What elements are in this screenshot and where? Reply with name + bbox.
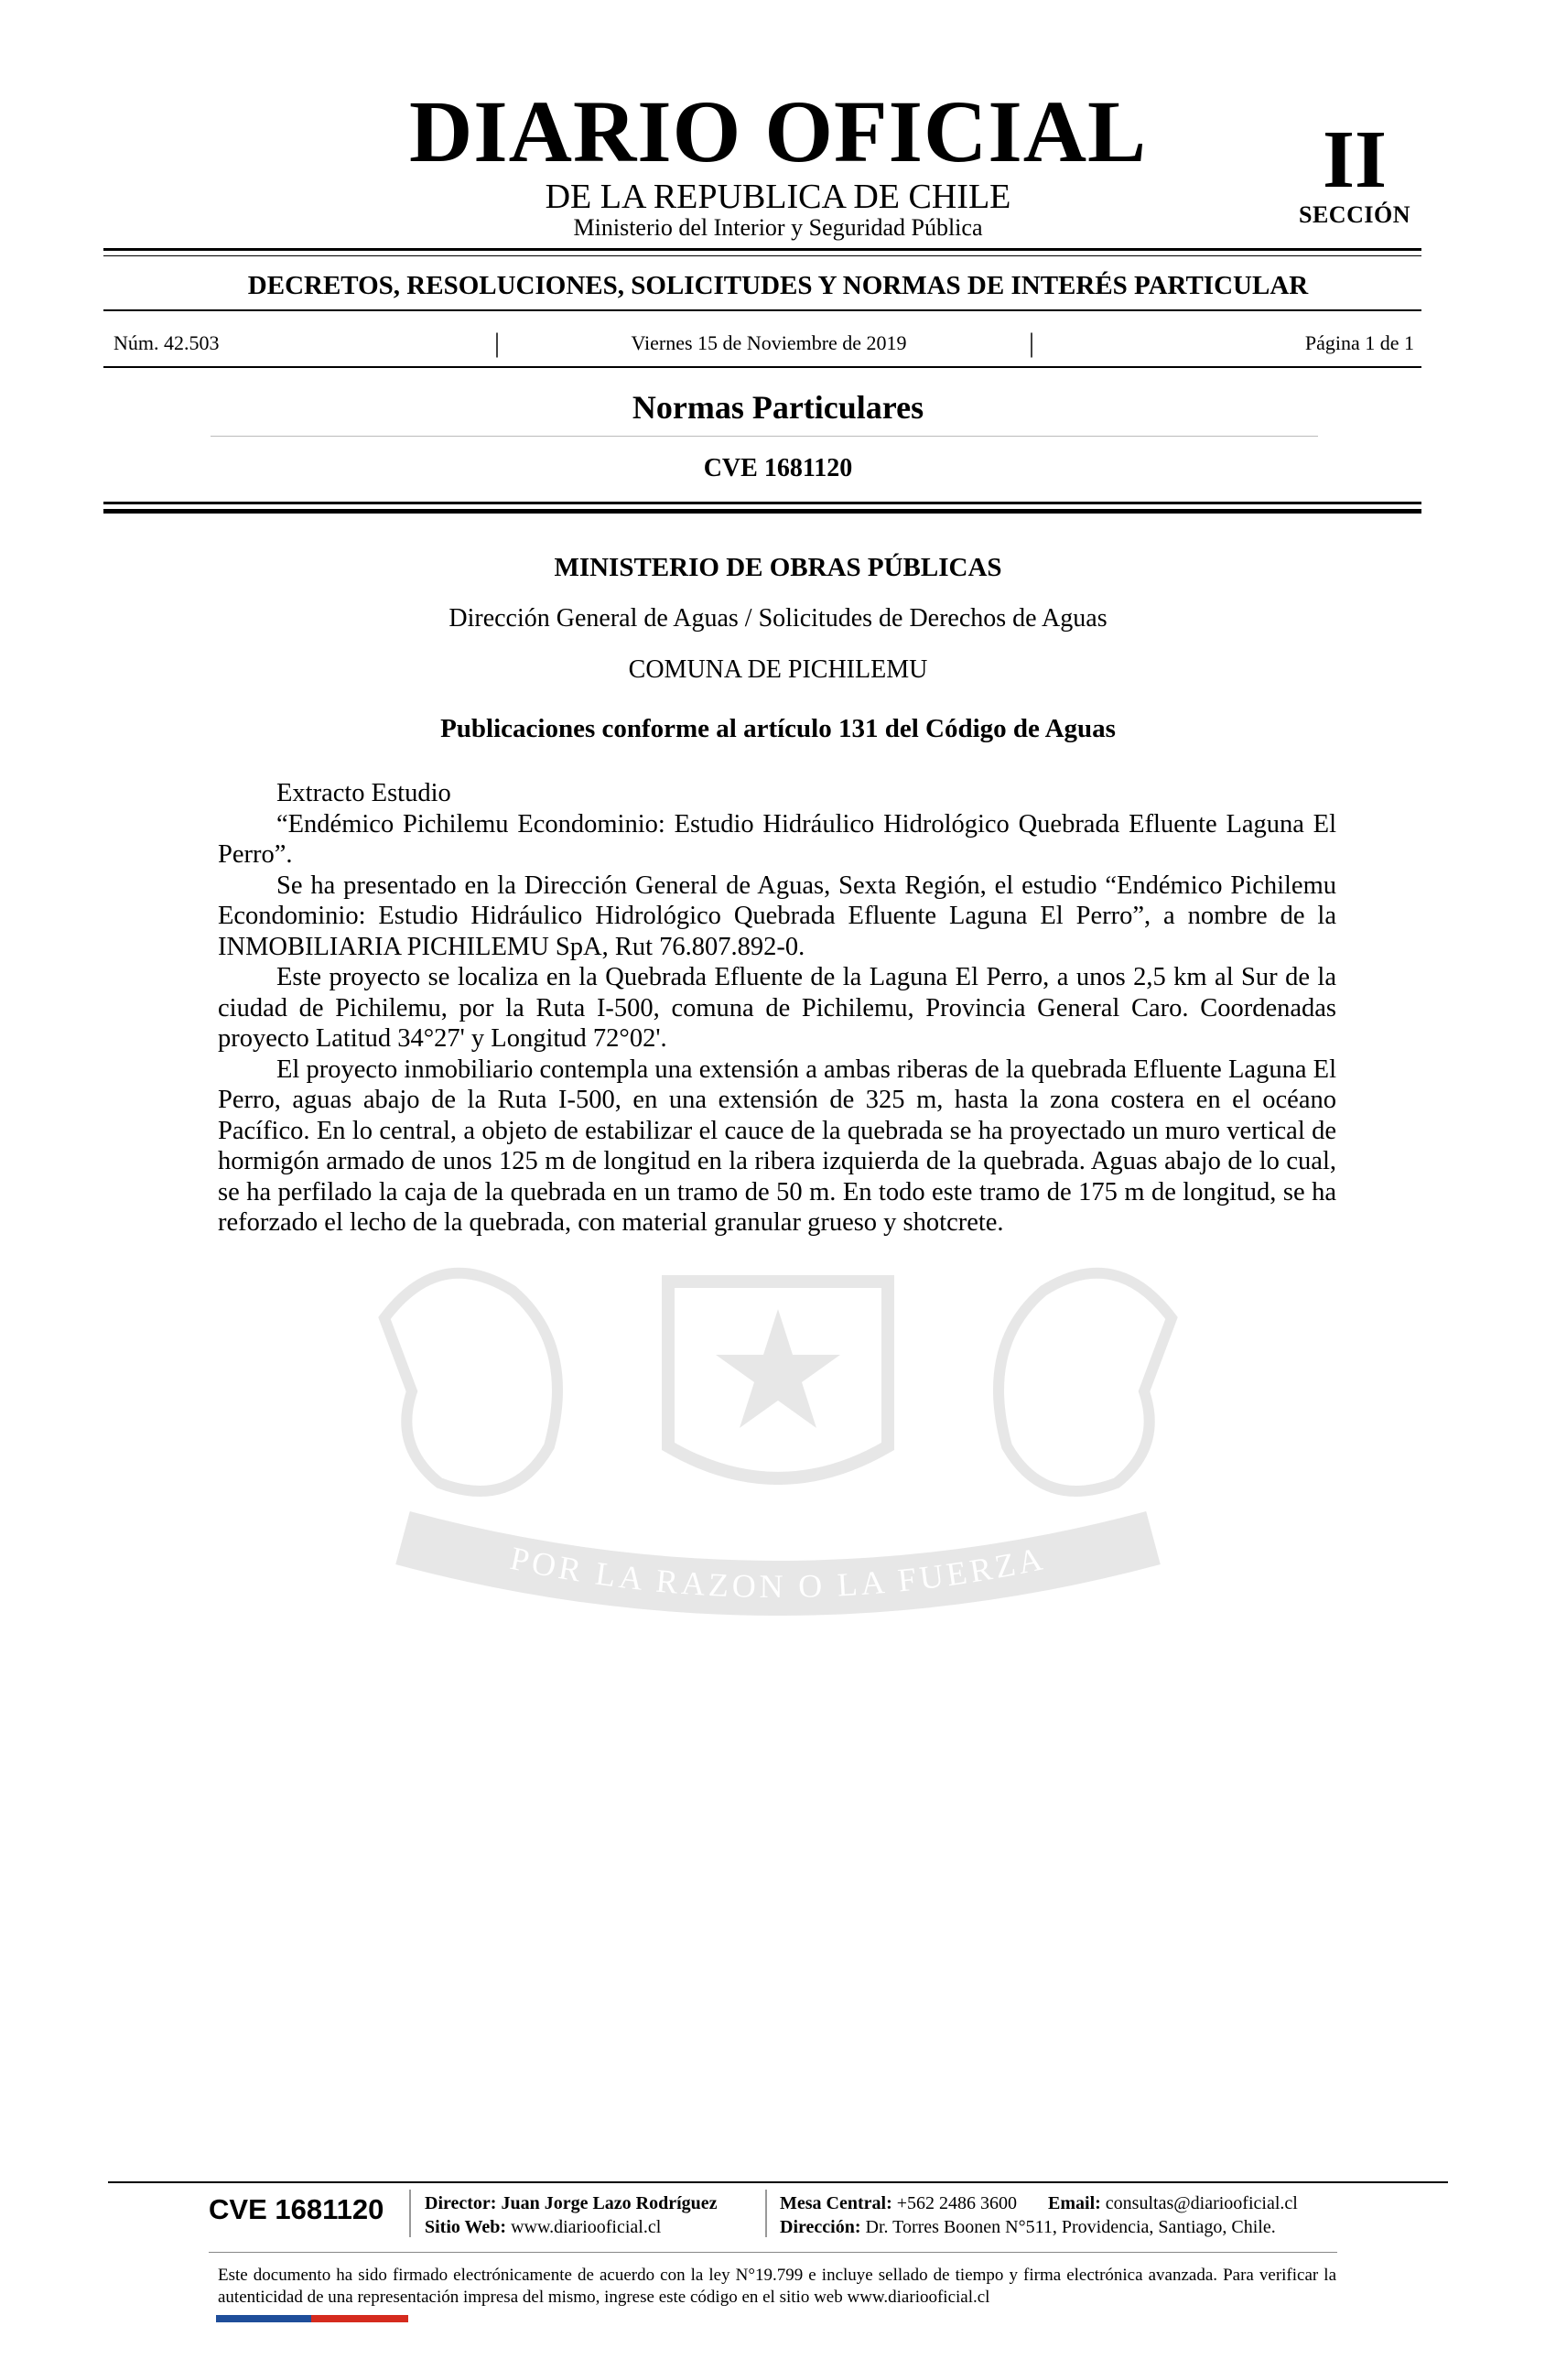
website-link[interactable]: www.diariooficial.cl	[511, 2217, 662, 2237]
email-link[interactable]: consultas@diariooficial.cl	[1105, 2193, 1298, 2213]
header-rule-thick	[103, 509, 1421, 514]
phone-label: Mesa Central:	[780, 2193, 892, 2213]
footer-legal-text: Este documento ha sido firmado electrónicamente de acuerdo con la ley N°19.799 e incluye sellado de tiempo y firma electrónica avanzada. Para verificar la autenticidad de una representación impresa del mismo, ingrese este código en el sitio web www.diariooficial.cl	[218, 2266, 1336, 2307]
footer-divider	[409, 2190, 411, 2237]
footer-divider	[765, 2190, 767, 2237]
notice-body	[218, 778, 1336, 1239]
masthead-ministry: Ministerio del Interior y Seguridad Pública	[573, 214, 983, 241]
footer-cve: CVE 1681120	[209, 2193, 384, 2225]
address-label: Dirección:	[780, 2217, 861, 2237]
footer-inner-rule	[209, 2252, 1337, 2253]
footer-rule	[108, 2181, 1448, 2183]
masthead-rule	[103, 248, 1421, 251]
meta-separator: |	[1029, 328, 1035, 358]
notice-department: Dirección General de Aguas / Solicitudes de Derechos de Aguas	[448, 604, 1108, 633]
section-rule	[103, 309, 1421, 311]
email-label: Email:	[1048, 2193, 1101, 2213]
section-number: II	[1322, 114, 1388, 205]
paragraph: “Endémico Pichilemu Econdominio: Estudio Hidráulico Hidrológico Quebrada Efluente Laguna El Perro”.	[218, 809, 1336, 869]
section-label: SECCIÓN	[1299, 201, 1410, 228]
director-label: Director:	[425, 2193, 497, 2213]
flag-stripe-red	[311, 2315, 408, 2322]
motto-text: POR LA RAZON O LA FUERZA	[507, 1539, 1049, 1606]
web-label: Sitio Web:	[425, 2217, 507, 2237]
masthead-title: DIARIO OFICIAL	[408, 82, 1148, 180]
coat-of-arms-watermark	[275, 1208, 1281, 1666]
paragraph: El proyecto inmobiliario contempla una extensión a ambas riberas de la quebrada Efluente Laguna El Perro, aguas abajo de la Ruta I-500, en una extensión de 325 m, hasta la zona costera en el océano Pacífico. En lo central, a objeto de estabilizar el cauce de la quebrada se ha proyectado un muro vertical de hormigón armado de unos 125 m de longitud en la ribera izquierda de la quebrada. Aguas abajo de lo cual, se ha perfilado la caja de la quebrada en un tramo de 50 m. En todo este tramo de 175 m de longitud, se ha reforzado el lecho de la quebrada, con material granular grueso y shotcrete.	[218, 1055, 1336, 1237]
notice-comuna: COMUNA DE PICHILEMU	[628, 655, 928, 684]
issue-number: Núm. 42.503	[113, 331, 220, 354]
paragraph: Extracto Estudio	[276, 779, 451, 807]
footer-director	[425, 2191, 718, 2239]
category-title: Normas Particulares	[632, 389, 924, 426]
notice-heading: Publicaciones conforme al artículo 131 del Código de Aguas	[440, 714, 1116, 743]
paragraph: Se ha presentado en la Dirección General de Aguas, Sexta Región, el estudio “Endémico Pichilemu Econdominio: Estudio Hidráulico Hidrológico Quebrada Efluente Laguna El Perro”, a nombre de la INMOBILIARIA PICHILEMU SpA, Rut 76.807.892-0.	[218, 871, 1336, 961]
meta-separator: |	[494, 328, 501, 358]
footer-contact	[780, 2191, 1298, 2239]
issue-date: Viernes 15 de Noviembre de 2019	[631, 331, 907, 354]
category-rule	[211, 436, 1318, 437]
notice-ministry: MINISTERIO DE OBRAS PÚBLICAS	[554, 553, 1002, 582]
masthead-subtitle: DE LA REPUBLICA DE CHILE	[545, 178, 1011, 216]
director-name: Juan Jorge Lazo Rodríguez	[501, 2193, 718, 2213]
phone-number: +562 2486 3600	[896, 2193, 1018, 2213]
section-title: DECRETOS, RESOLUCIONES, SOLICITUDES Y NORMAS DE INTERÉS PARTICULAR	[247, 271, 1309, 300]
cve-code: CVE 1681120	[703, 454, 853, 482]
header-rule	[103, 502, 1421, 504]
meta-rule	[103, 366, 1421, 368]
paragraph: Este proyecto se localiza en la Quebrada Efluente de la Laguna El Perro, a unos 2,5 km al Sur de la ciudad de Pichilemu, por la Ruta I-500, comuna de Pichilemu, Provincia General Caro. Coordenadas proyecto Latitud 34°27' y Longitud 72°02'.	[218, 963, 1336, 1053]
flag-stripe-blue	[216, 2315, 311, 2322]
address: Dr. Torres Boonen N°511, Providencia, Santiago, Chile.	[865, 2217, 1276, 2237]
masthead-rule-thin	[103, 255, 1421, 256]
page-counter: Página 1 de 1	[1304, 331, 1414, 354]
